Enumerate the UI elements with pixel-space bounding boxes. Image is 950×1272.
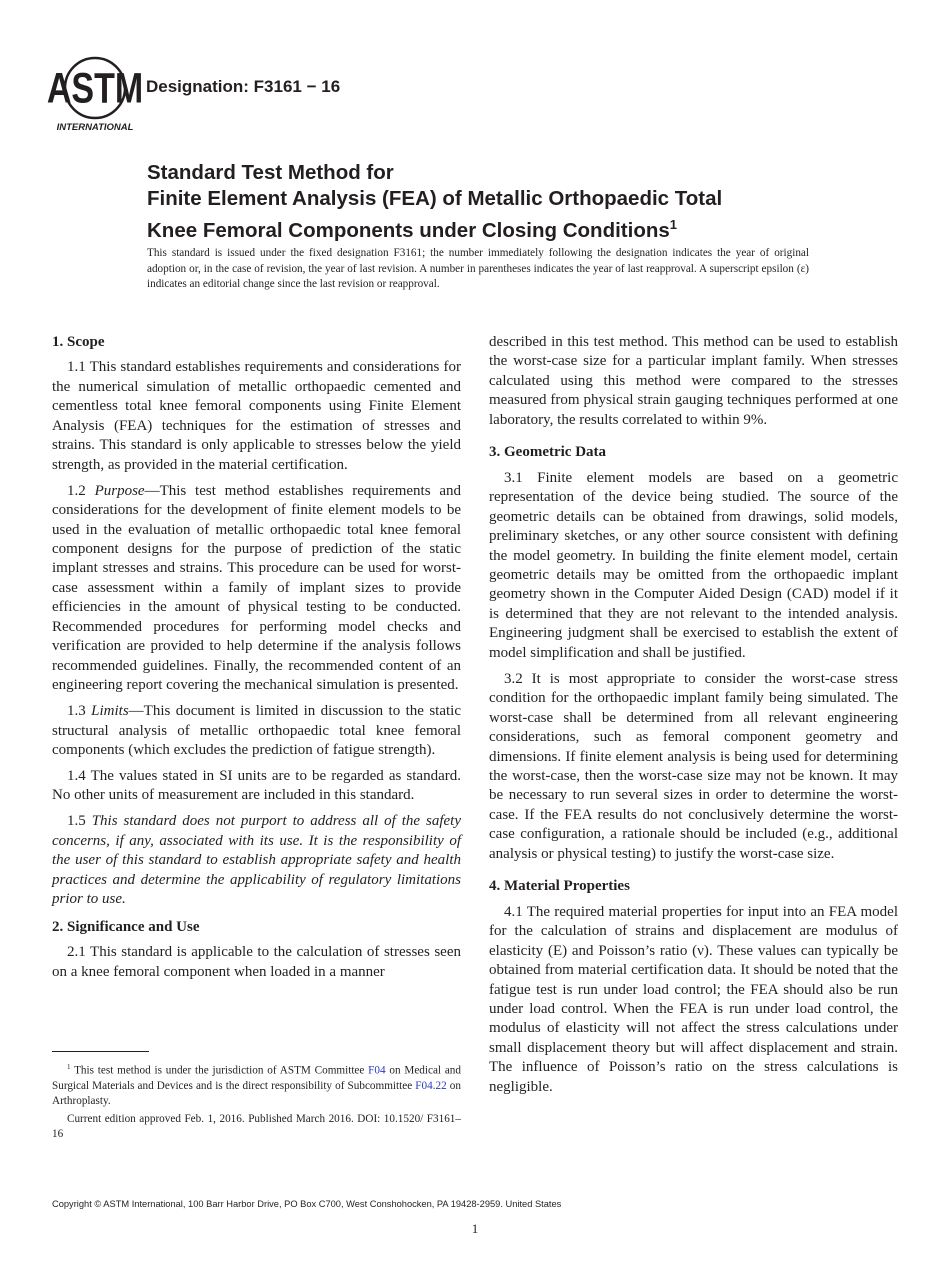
section-heading: 3. Geometric Data (489, 444, 607, 461)
svg-text:INTERNATIONAL: INTERNATIONAL (56, 122, 134, 133)
title-line: Finite Element Analysis (FEA) of Metallic Orthopaedic Total (147, 187, 723, 210)
para-number: 1.5 (67, 813, 92, 830)
paragraph-continued: described in this test method. This method can be used to establish the worst-case size for a particular implant family. When stresses calculated using this method were compared to the stresses measured from physical strain gauging techniques performed at one laboratory, the results correlated to within 9%. (489, 334, 898, 428)
left-column (52, 333, 461, 989)
footnote-text (52, 1060, 461, 1110)
svg-text:ASTM: ASTM (46, 65, 144, 113)
paragraph: 3.1 Finite element models are based on a geometric representation of the device being studied. The source of the geometric details can be obtained from drawings, solid models, preliminary sketches, or any other source consistent with defining the model geometry. In building the finite element model, certain geometric details may be omitted from the orthopaedic implant geometry shown in the Computer Aided Design (CAD) model if it is determined that they are not relevant to the intended analysis. Engineering judgment shall be exercised to establish the extent of model simplification and shall be justified. (489, 469, 898, 661)
footnote-span: This test method is under the jurisdiction of ASTM Committee (70, 1064, 369, 1077)
para-text: —This test method establishes requirements and considerations for the development of finite element models to be used in the evaluation of metallic orthopaedic total knee femoral component designs for the purpose of prediction of the static implant stresses and strains. This procedure can be used for worst-case assessment within a family of implant sizes to provide efficiencies in the amount of physical testing to be conducted. Recommended procedures for performing model checks and verification are provided to help determine if the analysis follows recommended guidelines. Finally, the recommended content of an engineering report covering the mechanical simulation is presented. (52, 482, 461, 694)
para-label: Limits (91, 703, 129, 720)
footnote-divider (52, 1051, 149, 1052)
title-text: Knee Femoral Components under Closing Conditions (147, 218, 670, 242)
paragraph (52, 812, 461, 909)
copyright: Copyright © ASTM International, 100 Barr Harbor Drive, PO Box C700, West Conshohocken, PA 19428-2959. United States (52, 1199, 562, 1209)
edition-note: Current edition approved Feb. 1, 2016. Published March 2016. DOI: 10.1520/ F3161–16 (52, 1112, 461, 1140)
paragraph: 1.4 The values stated in SI units are to be regarded as standard. No other units of measurement are included in this standard. (52, 768, 461, 804)
footnote-ref[interactable]: 1 (669, 217, 678, 232)
footnote (52, 1060, 461, 1144)
page-number: 1 (471, 1221, 479, 1236)
committee-link[interactable]: F04 (368, 1064, 386, 1077)
section-heading: 2. Significance and Use (52, 918, 200, 935)
footnote-span: on Arthroplasty. (52, 1080, 461, 1108)
title-line: Standard Test Method for (147, 161, 394, 184)
footnote-marker: 1 (67, 1063, 71, 1071)
footnote-span: on Medical and Surgical Materials and Devices and is the direct responsibility of Subcommittee (52, 1064, 461, 1093)
title-line (147, 212, 867, 244)
paragraph: 3.2 It is most appropriate to consider the worst-case stress condition for the orthopaedic implant family being simulated. The worst-case shall be determined from all relevant engineering considerations, such as femoral component geometry and dimensions. If finite element analysis is being used for determining the worst-case, then the worst-case size may not be known. It may be necessary to run several sizes in order to determine the worst-case. If the FEA results do not conclusively determine the worst-case configuration, a rationale should be included (e.g., additional analysis or physical testing) to justify the worst-case size. (489, 670, 898, 862)
subcommittee-link[interactable]: F04.22 (415, 1080, 447, 1093)
document-title (147, 160, 867, 244)
paragraph: 2.1 This standard is applicable to the calculation of stresses seen on a knee femoral component when loaded in a manner (52, 944, 461, 980)
astm-logo (46, 54, 144, 133)
para-text: This standard does not purport to address all of the safety concerns, if any, associated with its use. It is the responsibility of the user of this standard to establish appropriate safety and health practices and determine the applicability of regulatory limitations prior to use. (52, 813, 462, 908)
paragraph: 1.1 This standard establishes requirements and considerations for the numerical simulation of metallic orthopaedic cemented and cementless total knee femoral components using Finite Element Analysis (FEA) techniques for the estimation of stresses and strains. This standard is only applicable to stresses below the yield strength, as provided in the material certification. (52, 359, 461, 473)
paragraph: 4.1 The required material properties for input into an FEA model for the calculation of strains and displacement are modulus of elasticity (E) and Poisson’s ratio (ν). These values can typically be obtained from material certification data. It should be noted that the fatigue test is run under load control; the FEA should also be run under load control. When the FEA is run under load control, the modulus of elasticity will not affect the stress calculations under small displacement theory but will affect displacement and strain. The influence of Poisson’s ratio on the stress calculations is negligible. (489, 903, 898, 1095)
section-heading: 1. Scope (52, 334, 105, 350)
paragraph (52, 482, 461, 696)
paragraph (52, 702, 461, 760)
designation: Designation: F3161 − 16 (146, 77, 341, 96)
right-column (489, 333, 898, 1104)
para-number: 1.3 (67, 703, 92, 720)
para-number: 1.2 (67, 482, 95, 499)
intro-note: This standard is issued under the fixed designation F3161; the number immediately following the designation indicates the year of original adoption or, in the case of revision, the year of last revision. A number in parentheses indicates the year of last reapproval. A superscript epsilon (ε) indicates an editorial change since the last revision or reapproval. (147, 247, 809, 290)
para-text: —This document is limited in discussion to the static structural analysis of metallic orthopaedic total knee femoral components (which excludes the prediction of fatigue strength). (52, 703, 462, 759)
para-label: Purpose (94, 482, 145, 499)
section-heading: 4. Material Properties (489, 878, 630, 895)
